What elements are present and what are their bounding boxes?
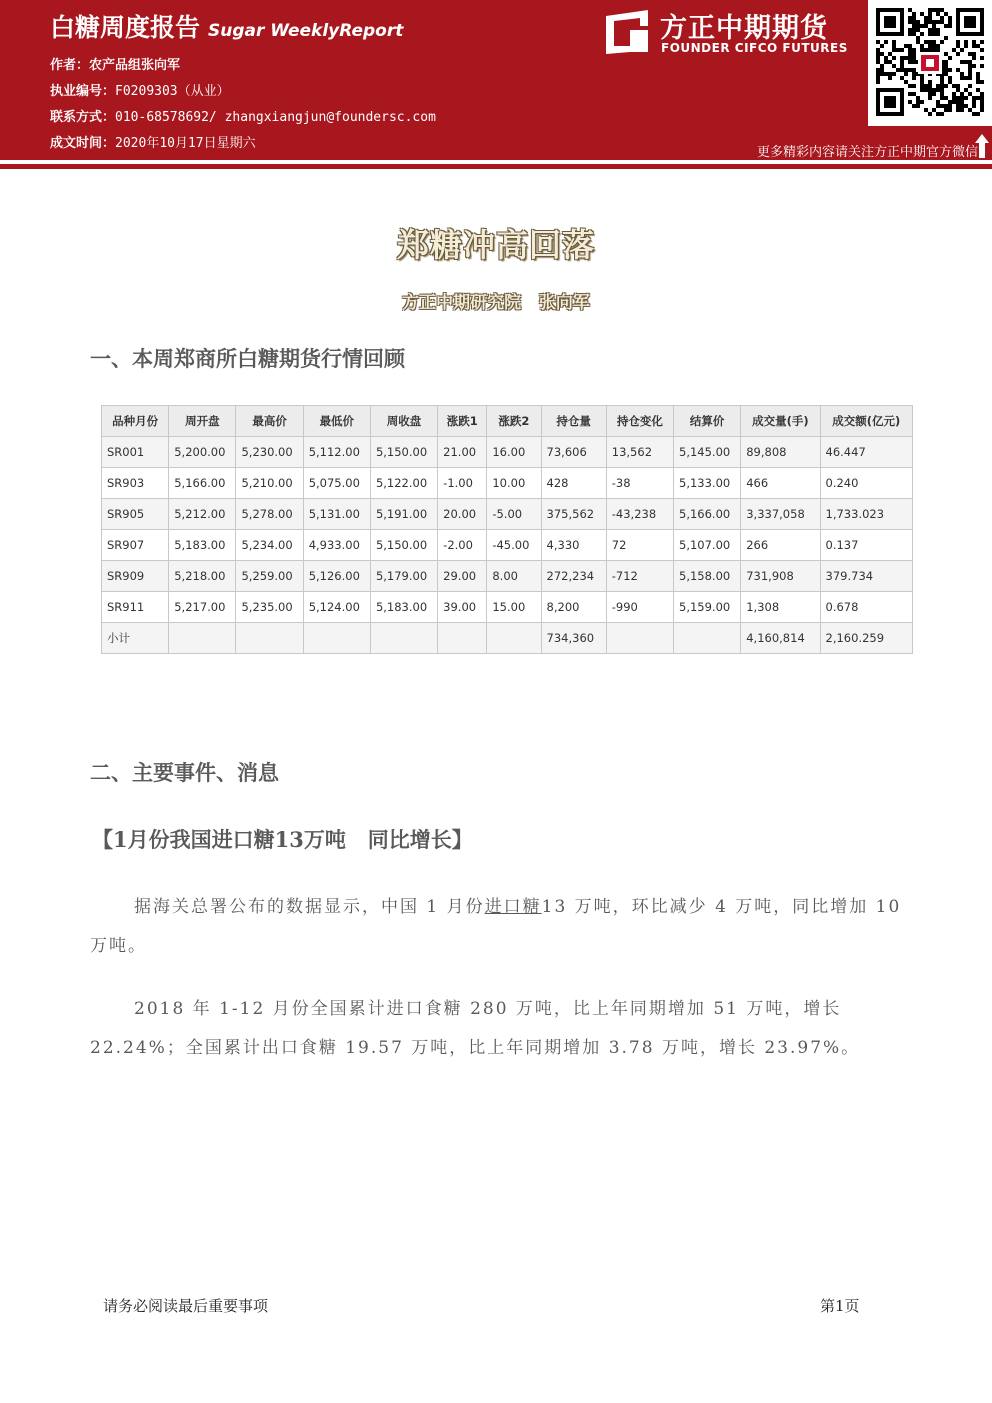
table-cell: 0.137 (820, 530, 912, 561)
table-cell: 0.240 (820, 468, 912, 499)
main-title: 郑糖冲高回落 (396, 226, 595, 264)
table-header-cell: 成交量(手) (741, 406, 820, 437)
contact-value: 010-68578692/ zhangxiangjun@foundersc.com (115, 110, 436, 125)
table-cell: 5,230.00 (236, 437, 303, 468)
table-cell: 5,218.00 (169, 561, 236, 592)
table-cell: 5,210.00 (236, 468, 303, 499)
table-body (102, 437, 913, 654)
subtitle: 方正中期研究院 张向军 (402, 293, 590, 313)
table-cell: 4,160,814 (741, 623, 820, 654)
table-cell: 5,191.00 (370, 499, 437, 530)
date-label: 成文时间： (50, 136, 116, 151)
license-value: F0209303（从业） (115, 84, 230, 99)
table-cell: 266 (741, 530, 820, 561)
table-cell: 5,133.00 (674, 468, 741, 499)
para1-text: 据海关总署公布的数据显示，中国 1 月份 (134, 897, 485, 917)
table-cell: 39.00 (438, 592, 487, 623)
author-line (50, 54, 180, 73)
table-cell: 375,562 (541, 499, 606, 530)
table-cell: SR909 (102, 561, 169, 592)
table-cell: 2,160.259 (820, 623, 912, 654)
table-cell: 5,217.00 (169, 592, 236, 623)
contact-line (50, 106, 436, 125)
news-title: 【1月份我国进口糖13万吨 同比增长】 (92, 827, 473, 852)
table-cell: 5,124.00 (303, 592, 370, 623)
table-cell (236, 623, 303, 654)
table-cell: -5.00 (487, 499, 541, 530)
table-cell: 5,126.00 (303, 561, 370, 592)
table-cell (438, 623, 487, 654)
table-cell: 8.00 (487, 561, 541, 592)
contact-label: 联系方式： (50, 110, 116, 125)
page-number: 第1页 (820, 1297, 860, 1315)
table-cell: 72 (606, 530, 673, 561)
report-title-en: Sugar WeeklyReport (208, 21, 404, 41)
report-title-cn: 白糖周度报告 (50, 13, 201, 42)
table-header-cell: 品种月份 (102, 406, 169, 437)
table-cell: 73,606 (541, 437, 606, 468)
qr-code (868, 0, 992, 126)
table-cell (674, 623, 741, 654)
table-cell: SR907 (102, 530, 169, 561)
table-cell: -712 (606, 561, 673, 592)
table-header-cell: 结算价 (674, 406, 741, 437)
table-cell: 5,145.00 (674, 437, 741, 468)
qr-code-icon (868, 0, 992, 126)
table-cell: -43,238 (606, 499, 673, 530)
table-cell: 428 (541, 468, 606, 499)
table-cell: 5,150.00 (370, 530, 437, 561)
table-cell: SR001 (102, 437, 169, 468)
header-divider-bar (0, 164, 992, 169)
table-cell: 5,183.00 (370, 592, 437, 623)
table-row (102, 499, 913, 530)
table-cell: -1.00 (438, 468, 487, 499)
table-cell: 731,908 (741, 561, 820, 592)
section2-heading: 二、主要事件、消息 (90, 761, 279, 785)
table-cell: 734,360 (541, 623, 606, 654)
table-cell (303, 623, 370, 654)
table-row (102, 530, 913, 561)
license-line (50, 80, 230, 99)
table-cell: 1,308 (741, 592, 820, 623)
logo-text-en: FOUNDER CIFCO FUTURES (661, 41, 848, 55)
table-cell: 3,337,058 (741, 499, 820, 530)
table-cell (606, 623, 673, 654)
table-cell: 89,808 (741, 437, 820, 468)
table-cell: 13,562 (606, 437, 673, 468)
table-row (102, 561, 913, 592)
table-header-cell: 持仓变化 (606, 406, 673, 437)
table-cell: 5,179.00 (370, 561, 437, 592)
date-line (50, 132, 256, 151)
table-cell (169, 623, 236, 654)
table-cell: 4,933.00 (303, 530, 370, 561)
table-cell: 5,112.00 (303, 437, 370, 468)
table-header-cell: 涨跌2 (487, 406, 541, 437)
table-cell: 29.00 (438, 561, 487, 592)
table-cell: 5,278.00 (236, 499, 303, 530)
table-cell: 272,234 (541, 561, 606, 592)
date-value: 2020年10月17日星期六 (115, 136, 256, 151)
table-cell: 379.734 (820, 561, 912, 592)
news-paragraph-1 (90, 888, 910, 966)
follow-wechat-text: 更多精彩内容请关注方正中期官方微信 (756, 145, 978, 160)
table-cell: 5,212.00 (169, 499, 236, 530)
news-paragraph-2: 2018 年 1-12 月份全国累计进口食糖 280 万吨，比上年同期增加 51 万吨，增长 22.24%；全国累计出口食糖 19.57 万吨，比上年同期增加 3.78 万吨，增长 23.97%。 (90, 999, 861, 1058)
table-cell: 8,200 (541, 592, 606, 623)
table-cell: 5,259.00 (236, 561, 303, 592)
table-cell: -2.00 (438, 530, 487, 561)
table-header-row (102, 406, 913, 437)
license-label: 执业编号： (50, 84, 116, 99)
table-cell: -45.00 (487, 530, 541, 561)
table-header-cell: 周开盘 (169, 406, 236, 437)
table-cell: 46.447 (820, 437, 912, 468)
table-header-cell: 最高价 (236, 406, 303, 437)
table-header-cell: 周收盘 (370, 406, 437, 437)
table-cell: 5,200.00 (169, 437, 236, 468)
table-cell: 5,234.00 (236, 530, 303, 561)
table-cell: 4,330 (541, 530, 606, 561)
table-cell: 5,166.00 (169, 468, 236, 499)
table-header-cell: 持仓量 (541, 406, 606, 437)
table-cell (370, 623, 437, 654)
table-cell: -990 (606, 592, 673, 623)
company-logo (604, 8, 854, 56)
table-cell: 20.00 (438, 499, 487, 530)
table-cell: 小计 (102, 623, 169, 654)
table-cell (487, 623, 541, 654)
table-row (102, 437, 913, 468)
table-header-cell: 涨跌1 (438, 406, 487, 437)
para1-text-after: 13 万吨，环比减少 4 万吨，同比增加 10 万吨。 (90, 897, 902, 956)
table-row (102, 468, 913, 499)
table-header-cell: 成交额(亿元) (820, 406, 912, 437)
table-row (102, 592, 913, 623)
table-cell: 10.00 (487, 468, 541, 499)
table-cell: 5,183.00 (169, 530, 236, 561)
table-cell: 5,159.00 (674, 592, 741, 623)
import-sugar-link[interactable]: 进口糖 (484, 897, 542, 917)
table-cell: 16.00 (487, 437, 541, 468)
table-cell: 5,122.00 (370, 468, 437, 499)
table-header-cell: 最低价 (303, 406, 370, 437)
table-cell: 466 (741, 468, 820, 499)
section1-heading: 一、本周郑商所白糖期货行情回顾 (90, 347, 405, 371)
table-row (102, 623, 913, 654)
table-cell: SR911 (102, 592, 169, 623)
table-cell: 5,158.00 (674, 561, 741, 592)
table-cell: 5,150.00 (370, 437, 437, 468)
author-value: 农产品组张向军 (89, 58, 181, 73)
table-cell: SR905 (102, 499, 169, 530)
table-cell: 5,131.00 (303, 499, 370, 530)
table-cell: -38 (606, 468, 673, 499)
table-cell: 5,075.00 (303, 468, 370, 499)
table-cell: 5,107.00 (674, 530, 741, 561)
market-data-table (101, 405, 913, 654)
table-cell: 5,235.00 (236, 592, 303, 623)
arrow-up-icon (974, 133, 990, 159)
table-cell: 15.00 (487, 592, 541, 623)
table-cell: 5,166.00 (674, 499, 741, 530)
report-title (50, 8, 403, 44)
logo-text-cn: 方正中期期货 (660, 13, 828, 44)
footer-notice: 请务必阅读最后重要事项 (103, 1297, 269, 1315)
table-cell: 21.00 (438, 437, 487, 468)
table-cell: 0.678 (820, 592, 912, 623)
table-cell: SR903 (102, 468, 169, 499)
author-label: 作者： (50, 58, 90, 73)
table-cell: 1,733.023 (820, 499, 912, 530)
logo-mark-icon (604, 8, 650, 54)
